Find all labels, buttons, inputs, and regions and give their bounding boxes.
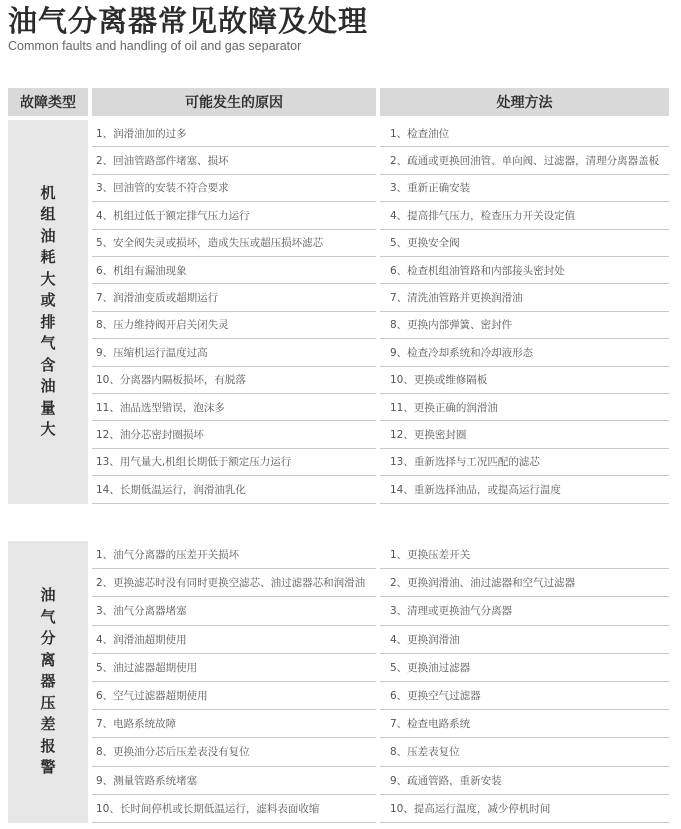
fault-type-cell <box>8 541 88 823</box>
cause-text: 9、测量管路系统堵塞 <box>96 774 198 787</box>
cause-row <box>92 284 376 311</box>
fix-row <box>380 367 669 394</box>
fault-type-char: 差 <box>40 715 56 734</box>
cause-text: 4、机组过低于额定排气压力运行 <box>96 209 250 222</box>
cause-row <box>92 339 376 366</box>
fix-text: 3、清理或更换油气分离器 <box>390 605 513 618</box>
cause-text: 2、回油管路部件堵塞、损坏 <box>96 155 229 168</box>
fault-type-char: 分 <box>40 629 56 648</box>
fault-type-char: 含 <box>40 355 56 374</box>
fix-text: 12、更换密封圈 <box>390 429 467 442</box>
header-fault-type: 故障类型 <box>8 88 88 116</box>
fix-text: 6、更换空气过滤器 <box>390 690 481 703</box>
fix-text: 1、更换压差开关 <box>390 549 471 562</box>
fault-type-char: 组 <box>40 205 56 224</box>
cause-row <box>92 710 376 738</box>
fix-row <box>380 654 669 682</box>
header-fix: 处理方法 <box>380 88 669 116</box>
fix-text: 2、更换润滑油、油过滤器和空气过滤器 <box>390 577 576 590</box>
fix-row <box>380 597 669 625</box>
fix-text: 9、疏通管路，重新安装 <box>390 774 502 787</box>
fix-row <box>380 682 669 710</box>
fix-text: 10、更换或维修隔板 <box>390 374 488 387</box>
fix-text: 10、提高运行温度，减少停机时间 <box>390 802 551 815</box>
fix-row <box>380 175 669 202</box>
fault-type-char: 油 <box>40 377 56 396</box>
fix-row <box>380 569 669 597</box>
fault-type-char: 器 <box>40 672 56 691</box>
fault-type-char: 离 <box>40 650 56 669</box>
fix-row <box>380 284 669 311</box>
cause-row <box>92 175 376 202</box>
fault-type-char: 油 <box>40 226 56 245</box>
cause-row <box>92 476 376 503</box>
fix-row <box>380 710 669 738</box>
fix-text: 14、重新选择油品，或提高运行温度 <box>390 483 561 496</box>
cause-row <box>92 421 376 448</box>
cause-text: 9、压缩机运行温度过高 <box>96 346 208 359</box>
cause-text: 6、机组有漏油现象 <box>96 264 187 277</box>
cause-row <box>92 394 376 421</box>
cause-text: 4、润滑油超期使用 <box>96 633 187 646</box>
cause-row <box>92 312 376 339</box>
fix-row <box>380 394 669 421</box>
fix-row <box>380 541 669 569</box>
fix-text: 4、提高排气压力，检查压力开关设定值 <box>390 209 576 222</box>
fault-type-char: 大 <box>40 420 56 439</box>
fix-row <box>380 257 669 284</box>
fix-row <box>380 339 669 366</box>
fault-type-char: 量 <box>40 398 56 417</box>
cause-text: 8、压力维持阀开启关闭失灵 <box>96 319 229 332</box>
fix-row <box>380 795 669 823</box>
cause-text: 12、油分芯密封圈损坏 <box>96 429 204 442</box>
cause-row <box>92 569 376 597</box>
fault-type-char: 气 <box>40 334 56 353</box>
cause-row <box>92 367 376 394</box>
cause-text: 2、更换滤芯时没有同时更换空滤芯、油过滤器芯和润滑油 <box>96 577 366 590</box>
fix-text: 3、重新正确安装 <box>390 182 471 195</box>
fault-type-char: 警 <box>40 758 56 777</box>
fix-text: 5、更换油过滤器 <box>390 661 471 674</box>
cause-row <box>92 654 376 682</box>
cause-text: 3、回油管的安装不符合要求 <box>96 182 229 195</box>
page-subtitle: Common faults and handling of oil and gas separator <box>8 39 302 53</box>
fault-type-char: 耗 <box>40 248 56 267</box>
fault-type-char: 机 <box>40 183 56 202</box>
cause-text: 14、长期低温运行，润滑油乳化 <box>96 483 246 496</box>
fix-row <box>380 312 669 339</box>
cause-row <box>92 147 376 174</box>
cause-row <box>92 738 376 766</box>
cause-text: 10、分离器内隔板损坏，有脱落 <box>96 374 246 387</box>
fault-type-char: 排 <box>40 312 56 331</box>
header-cause: 可能发生的原因 <box>92 88 376 116</box>
cause-text: 1、油气分离器的压差开关损坏 <box>96 549 240 562</box>
cause-text: 1、润滑油加的过多 <box>96 127 187 140</box>
fix-row <box>380 767 669 795</box>
cause-row <box>92 795 376 823</box>
fix-row <box>380 421 669 448</box>
cause-text: 8、更换油分芯后压差表没有复位 <box>96 746 250 759</box>
fault-type-char: 或 <box>40 291 56 310</box>
fix-row <box>380 449 669 476</box>
fix-text: 6、检查机组油管路和内部接头密封处 <box>390 264 565 277</box>
cause-row <box>92 541 376 569</box>
cause-row <box>92 202 376 229</box>
cause-row <box>92 767 376 795</box>
fix-text: 9、检查冷却系统和冷却液形态 <box>390 346 534 359</box>
cause-text: 6、空气过滤器超期使用 <box>96 690 208 703</box>
cause-row <box>92 257 376 284</box>
cause-text: 11、油品选型错误，泡沫多 <box>96 401 225 414</box>
cause-text: 3、油气分离器堵塞 <box>96 605 187 618</box>
fix-text: 2、疏通或更换回油管、单向阀、过滤器，清理分离器盖板 <box>390 155 660 168</box>
cause-row <box>92 449 376 476</box>
fault-type-char: 气 <box>40 607 56 626</box>
fault-type-char: 报 <box>40 736 56 755</box>
fix-text: 8、压差表复位 <box>390 746 460 759</box>
fix-text: 13、重新选择与工况匹配的滤芯 <box>390 456 540 469</box>
fix-text: 11、更换正确的润滑油 <box>390 401 498 414</box>
cause-row <box>92 626 376 654</box>
cause-text: 5、油过滤器超期使用 <box>96 661 198 674</box>
fix-row <box>380 120 669 147</box>
fix-row <box>380 202 669 229</box>
fix-text: 7、清洗油管路并更换润滑油 <box>390 292 523 305</box>
fault-type-char: 压 <box>40 693 56 712</box>
fix-row <box>380 626 669 654</box>
fix-text: 7、检查电路系统 <box>390 718 471 731</box>
cause-text: 5、安全阀失灵或损坏，造成失压或超压损坏滤芯 <box>96 237 324 250</box>
cause-row <box>92 230 376 257</box>
cause-row <box>92 597 376 625</box>
fix-row <box>380 738 669 766</box>
cause-text: 7、电路系统故障 <box>96 718 177 731</box>
fix-text: 5、更换安全阀 <box>390 237 460 250</box>
cause-row <box>92 120 376 147</box>
fix-row <box>380 230 669 257</box>
fix-text: 8、更换内部弹簧、密封件 <box>390 319 513 332</box>
fix-text: 4、更换润滑油 <box>390 633 460 646</box>
fault-type-char: 大 <box>40 269 56 288</box>
fix-row <box>380 476 669 503</box>
cause-row <box>92 682 376 710</box>
cause-text: 10、长时间停机或长期低温运行，滤料表面收缩 <box>96 802 320 815</box>
cause-text: 7、润滑油变质或超期运行 <box>96 292 219 305</box>
fix-text: 1、检查油位 <box>390 127 450 140</box>
fault-type-char: 油 <box>40 586 56 605</box>
page-title: 油气分离器常见故障及处理 <box>8 4 369 38</box>
fix-row <box>380 147 669 174</box>
cause-text: 13、用气量大,机组长期低于额定压力运行 <box>96 456 292 469</box>
fault-type-cell <box>8 120 88 504</box>
